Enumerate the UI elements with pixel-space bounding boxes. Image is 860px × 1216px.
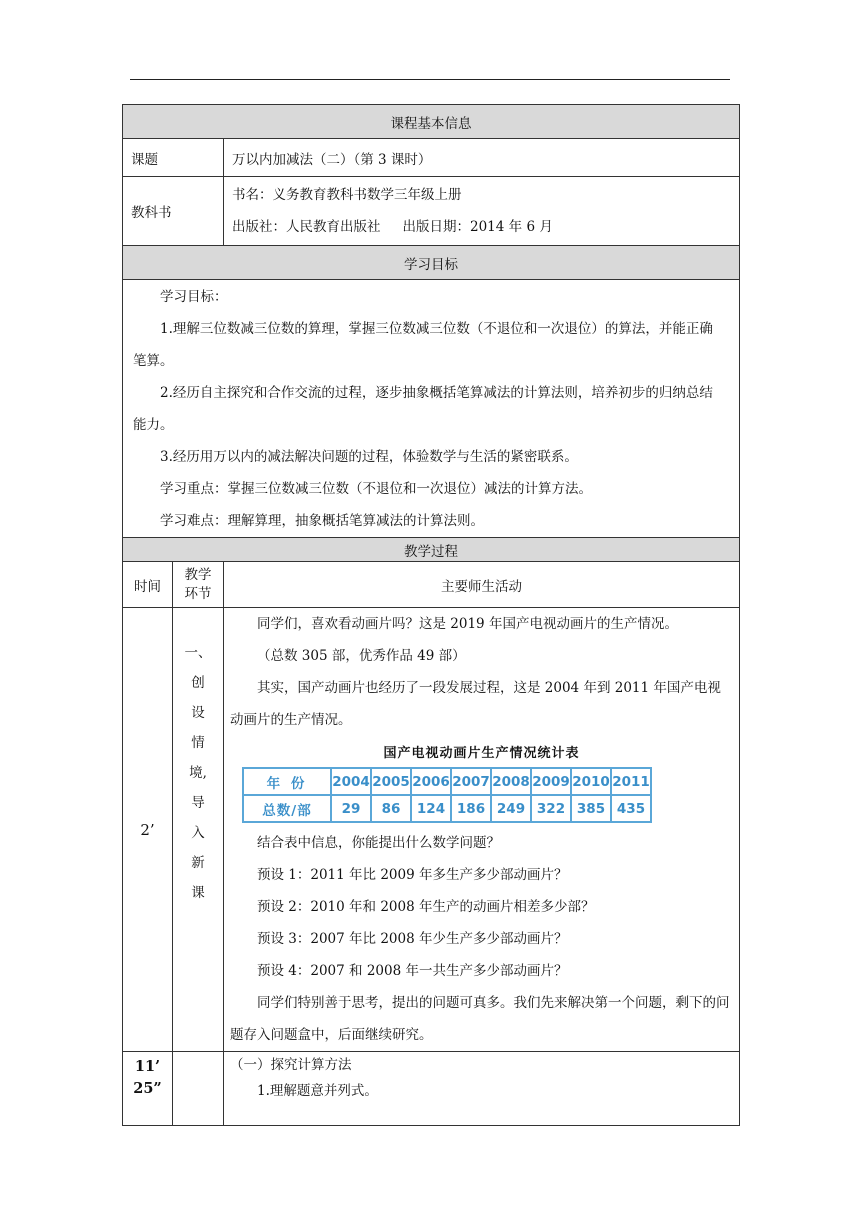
value-cell: 435 (611, 795, 651, 822)
row1-stage (173, 608, 224, 1052)
stats-chart (230, 742, 733, 823)
stage-char: 情 (191, 735, 205, 751)
course-info-header: 课程基本信息 (123, 105, 740, 139)
col-time: 时间 (123, 562, 173, 608)
lesson-table (122, 104, 740, 1126)
publish-date: 出版日期：2014 年 6 月 (402, 219, 553, 235)
year-cell: 2007 (451, 768, 491, 795)
question-prompt: 结合表中信息，你能提出什么数学问题？ (257, 835, 500, 851)
goals-title: 学习目标： (160, 289, 228, 305)
col-stage: 教学环节 (173, 562, 224, 608)
value-cell: 86 (371, 795, 411, 822)
year-cell: 2009 (531, 768, 571, 795)
step-1: 1.理解题意并列式。 (257, 1083, 378, 1099)
row2-stage (173, 1052, 224, 1126)
process-header: 教学过程 (123, 538, 740, 562)
header-rule (130, 79, 730, 80)
chart-title: 国产电视动画片生产情况统计表 (383, 746, 580, 761)
stage-char: 境, (189, 765, 207, 781)
intro-numbers: （总数 305 部，优秀作品 49 部） (257, 648, 466, 664)
publisher: 出版社：人民教育出版社 (232, 219, 381, 235)
publisher-line (232, 211, 739, 243)
question-2: 预设 2：2010 年和 2008 年生产的动画片相差多少部？ (257, 899, 595, 915)
value-cell: 124 (411, 795, 451, 822)
goal-3: 3.经历用万以内的减法解决问题的过程，体验数学与生活的紧密联系。 (160, 449, 578, 465)
row1-time: 2’ (123, 608, 173, 1052)
stage-char: 一、 (184, 645, 212, 661)
row-label-year: 年 份 (243, 768, 331, 795)
value-cell: 385 (571, 795, 611, 822)
goals-header: 学习目标 (123, 246, 740, 280)
closing-text: 同学们特别善于思考，提出的问题可真多。我们先来解决第一个问题，剩下的问题存入问题盒中，后面继续研究。 (230, 995, 730, 1043)
goal-2: 2.经历自主探究和合作交流的过程，逐步抽象概括笔算减法的计算法则，培养初步的归纳总结能力。 (133, 385, 713, 433)
textbook-info (224, 177, 740, 246)
book-name: 书名：义务教育教科书数学三年级上册 (232, 187, 462, 203)
textbook-label: 教科书 (123, 177, 224, 246)
year-cell: 2005 (371, 768, 411, 795)
value-cell: 186 (451, 795, 491, 822)
row-label-total: 总数/部 (243, 795, 331, 822)
year-cell: 2008 (491, 768, 531, 795)
year-cell: 2004 (331, 768, 371, 795)
value-cell: 29 (331, 795, 371, 822)
stage-char: 导 (191, 795, 205, 811)
goals-body (123, 280, 740, 538)
key-point: 学习重点：掌握三位数减三位数（不退位和一次退位）减法的计算方法。 (160, 481, 592, 497)
row2-time (123, 1052, 173, 1126)
question-4: 预设 4：2007 和 2008 年一共生产多少部动画片？ (257, 963, 568, 979)
section-heading: （一）探究计算方法 (230, 1057, 352, 1073)
col-activity: 主要师生活动 (224, 562, 740, 608)
topic-value: 万以内加减法（二）（第 3 课时） (224, 139, 740, 177)
year-cell: 2006 (411, 768, 451, 795)
row2-activity (224, 1052, 740, 1126)
year-cell: 2011 (611, 768, 651, 795)
history-text: 其实，国产动画片也经历了一段发展过程，这是 2004 年到 2011 年国产电视动画片的生产情况。 (230, 680, 721, 728)
row1-activity (224, 608, 740, 1052)
time-line-2: 25” (133, 1080, 162, 1097)
value-cell: 249 (491, 795, 531, 822)
goal-1: 1.理解三位数减三位数的算理，掌握三位数减三位数（不退位和一次退位）的算法，并能正确笔算。 (133, 321, 713, 369)
stats-year-row (243, 768, 651, 795)
stage-char: 新 (191, 855, 205, 871)
stage-char: 设 (191, 705, 205, 721)
stage-char: 入 (191, 825, 205, 841)
stage-char: 创 (191, 675, 205, 691)
intro-text: 同学们，喜欢看动画片吗？这是 2019 年国产电视动画片的生产情况。 (257, 616, 678, 632)
stats-value-row (243, 795, 651, 822)
stats-table (242, 767, 652, 823)
difficulty: 学习难点：理解算理，抽象概括笔算减法的计算法则。 (160, 513, 484, 529)
stage-char: 课 (191, 885, 205, 901)
value-cell: 322 (531, 795, 571, 822)
time-line-1: 11’ (134, 1058, 161, 1075)
lesson-plan (122, 104, 739, 1126)
year-cell: 2010 (571, 768, 611, 795)
question-1: 预设 1：2011 年比 2009 年多生产多少部动画片？ (257, 867, 568, 883)
question-3: 预设 3：2007 年比 2008 年少生产多少部动画片？ (257, 931, 568, 947)
topic-label: 课题 (123, 139, 224, 177)
